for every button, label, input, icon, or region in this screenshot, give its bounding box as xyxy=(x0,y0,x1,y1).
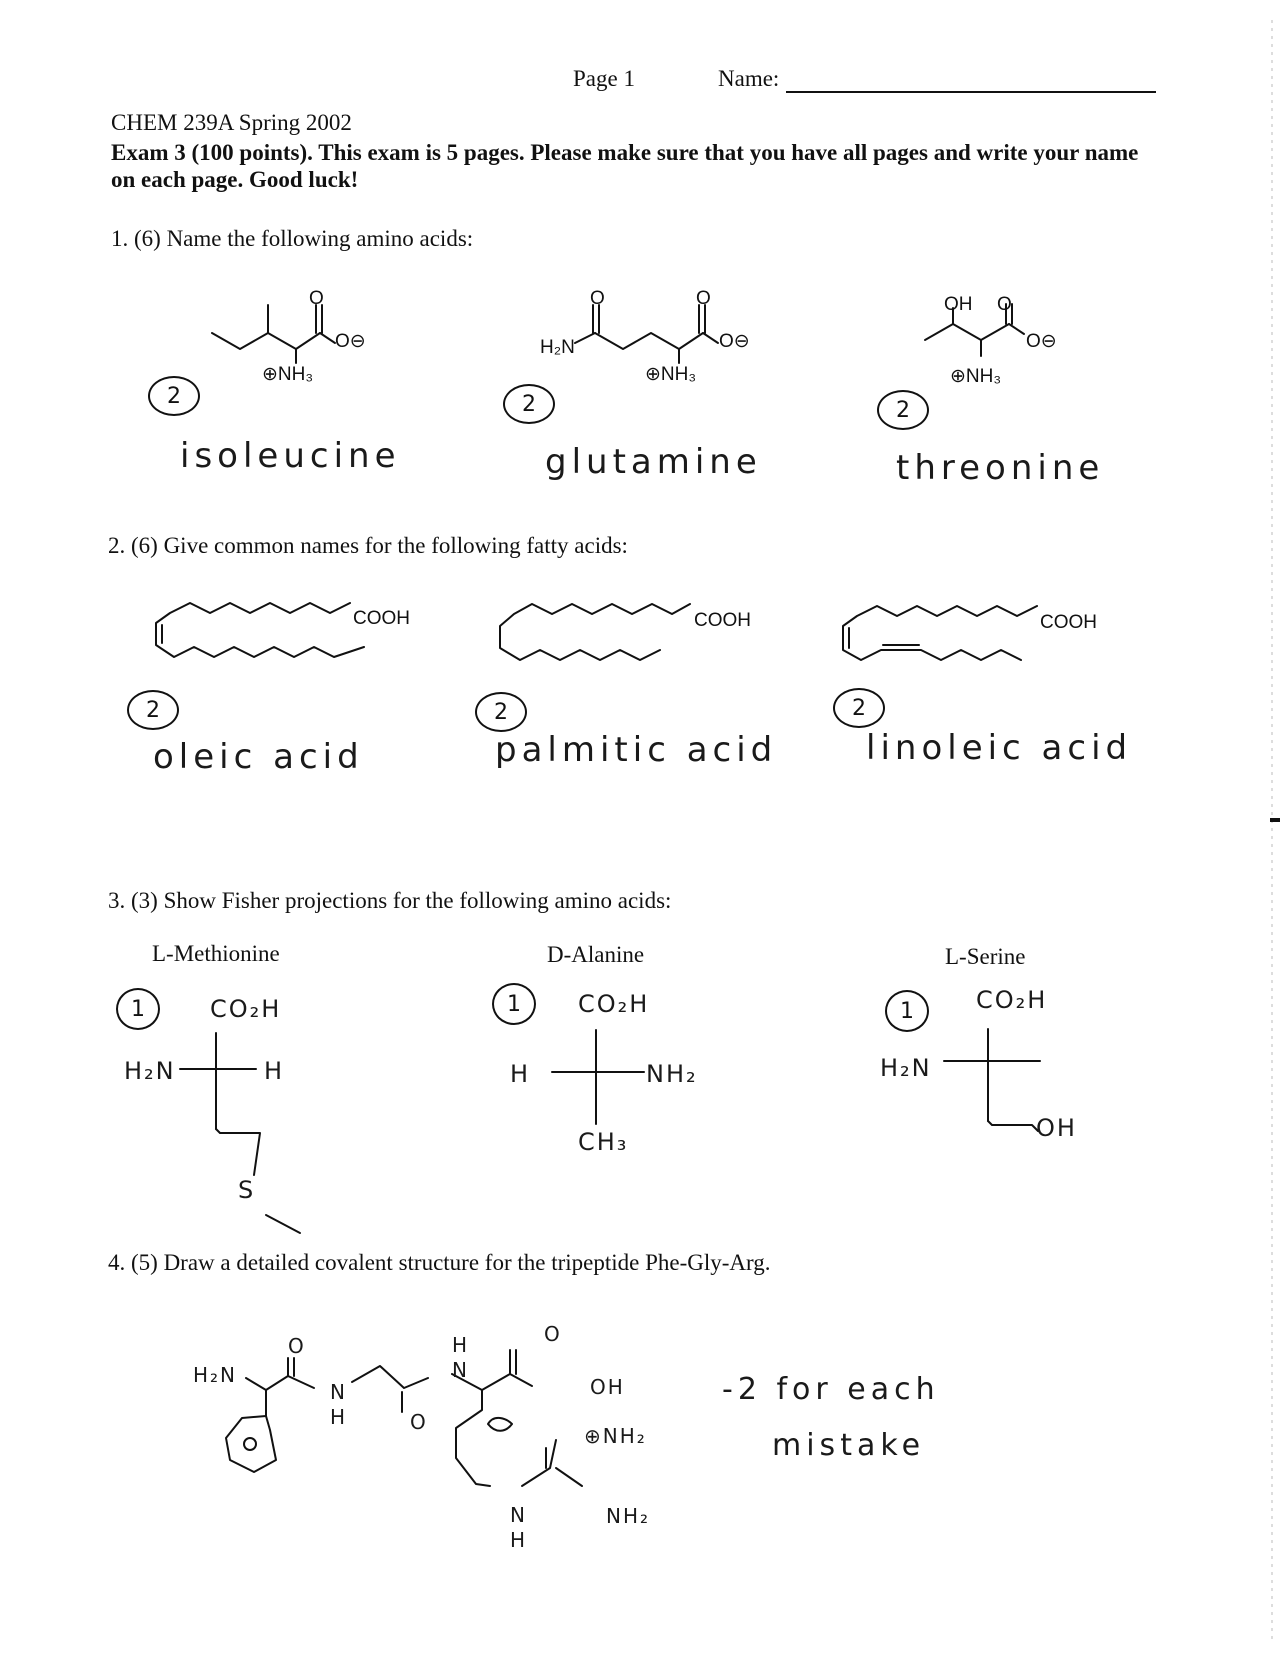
glutamine-o-minus: O⊖ xyxy=(719,331,750,352)
tripeptide-nh2-plus: ⊕NH₂ xyxy=(584,1424,647,1448)
tripeptide-n3: N xyxy=(510,1503,527,1527)
tripeptide-oh: OH xyxy=(590,1375,625,1399)
palmitic-cooh: COOH xyxy=(694,610,751,631)
points-circle-q1c: 2 xyxy=(877,390,929,430)
grading-note-line1: -2 for each xyxy=(722,1372,940,1407)
answer-isoleucine: isoleucine xyxy=(180,436,401,476)
methionine-sulfur: S xyxy=(238,1176,256,1204)
threonine-nh3: ⊕NH₃ xyxy=(950,366,1002,387)
glutamine-h2n: H₂N xyxy=(540,337,575,358)
answer-palmitic-acid: palmitic acid xyxy=(495,730,778,770)
methionine-top: CO₂H xyxy=(210,995,282,1023)
course-line: CHEM 239A Spring 2002 xyxy=(111,110,352,135)
glutamine-o2: O xyxy=(696,288,711,309)
tripeptide-n1: N xyxy=(330,1380,347,1404)
question-3-prompt: 3. (3) Show Fisher projections for the following amino acids: xyxy=(108,888,672,913)
answer-threonine: threonine xyxy=(896,448,1105,488)
alanine-right: NH₂ xyxy=(646,1060,698,1088)
points-circle-q2b: 2 xyxy=(475,692,527,732)
points-circle-q1a: 2 xyxy=(148,376,200,416)
methionine-right: H xyxy=(264,1057,285,1085)
page-number: Page 1 xyxy=(573,66,635,91)
answer-oleic-acid: oleic acid xyxy=(153,737,364,777)
threonine-o: O xyxy=(997,294,1012,315)
points-circle-q2c: 2 xyxy=(833,688,885,728)
answer-glutamine: glutamine xyxy=(545,442,762,482)
serine-left: H₂N xyxy=(880,1054,932,1082)
alanine-top: CO₂H xyxy=(578,990,650,1018)
alanine-left: H xyxy=(510,1060,531,1088)
tripeptide-h2: H xyxy=(452,1333,470,1357)
name-label: Name: xyxy=(718,66,780,91)
name-field-line[interactable] xyxy=(786,91,1156,93)
tripeptide-o1: O xyxy=(288,1334,306,1358)
isoleucine-o: O xyxy=(309,288,324,309)
points-circle-q3b: 1 xyxy=(492,983,536,1025)
serine-oh: OH xyxy=(1036,1114,1077,1142)
points-circle-q2a: 2 xyxy=(127,690,179,730)
oleic-cooh: COOH xyxy=(353,608,410,629)
tripeptide-h2n: H₂N xyxy=(193,1363,238,1387)
methionine-left: H₂N xyxy=(124,1057,176,1085)
tripeptide-o3: O xyxy=(544,1322,562,1346)
isoleucine-nh3: ⊕NH₃ xyxy=(262,364,314,385)
serine-top: CO₂H xyxy=(976,986,1048,1014)
question-1-prompt: 1. (6) Name the following amino acids: xyxy=(111,226,474,251)
grading-note-line2: mistake xyxy=(772,1428,926,1463)
d-alanine-title: D-Alanine xyxy=(547,942,645,967)
tripeptide-o2: O xyxy=(410,1410,428,1434)
isoleucine-o-minus: O⊖ xyxy=(335,331,366,352)
points-circle-q1b: 2 xyxy=(503,384,555,424)
l-serine-title: L-Serine xyxy=(945,944,1026,969)
palmitic-acid-structure xyxy=(494,598,724,678)
tripeptide-nh2: NH₂ xyxy=(606,1504,651,1528)
answer-linoleic-acid: linoleic acid xyxy=(866,728,1133,768)
points-circle-q3a: 1 xyxy=(116,988,160,1030)
oleic-acid-structure xyxy=(150,595,380,675)
threonine-oh: OH xyxy=(944,294,973,315)
alanine-bottom: CH₃ xyxy=(578,1128,629,1156)
tripeptide-n2: N xyxy=(452,1358,469,1382)
threonine-o-minus: O⊖ xyxy=(1026,331,1057,352)
tripeptide-structure xyxy=(170,1330,690,1570)
glutamine-nh3: ⊕NH₃ xyxy=(645,364,697,385)
scan-edge-noise xyxy=(1250,0,1280,1656)
linoleic-acid-structure xyxy=(837,598,1067,678)
question-4-prompt: 4. (5) Draw a detailed covalent structure for the tripeptide Phe-Gly-Arg. xyxy=(108,1250,771,1275)
question-2-prompt: 2. (6) Give common names for the following fatty acids: xyxy=(108,533,628,558)
tripeptide-h3: H xyxy=(510,1528,528,1552)
points-circle-q3c: 1 xyxy=(885,990,929,1032)
tripeptide-h1: H xyxy=(330,1405,348,1429)
l-methionine-title: L-Methionine xyxy=(152,941,280,966)
alanine-fischer-lines xyxy=(540,1020,660,1140)
glutamine-o1: O xyxy=(590,288,605,309)
linoleic-cooh: COOH xyxy=(1040,612,1097,633)
exam-instructions: Exam 3 (100 points). This exam is 5 pages. Please make sure that you have all pages and write your name on each page. Good luck! xyxy=(111,140,1139,192)
